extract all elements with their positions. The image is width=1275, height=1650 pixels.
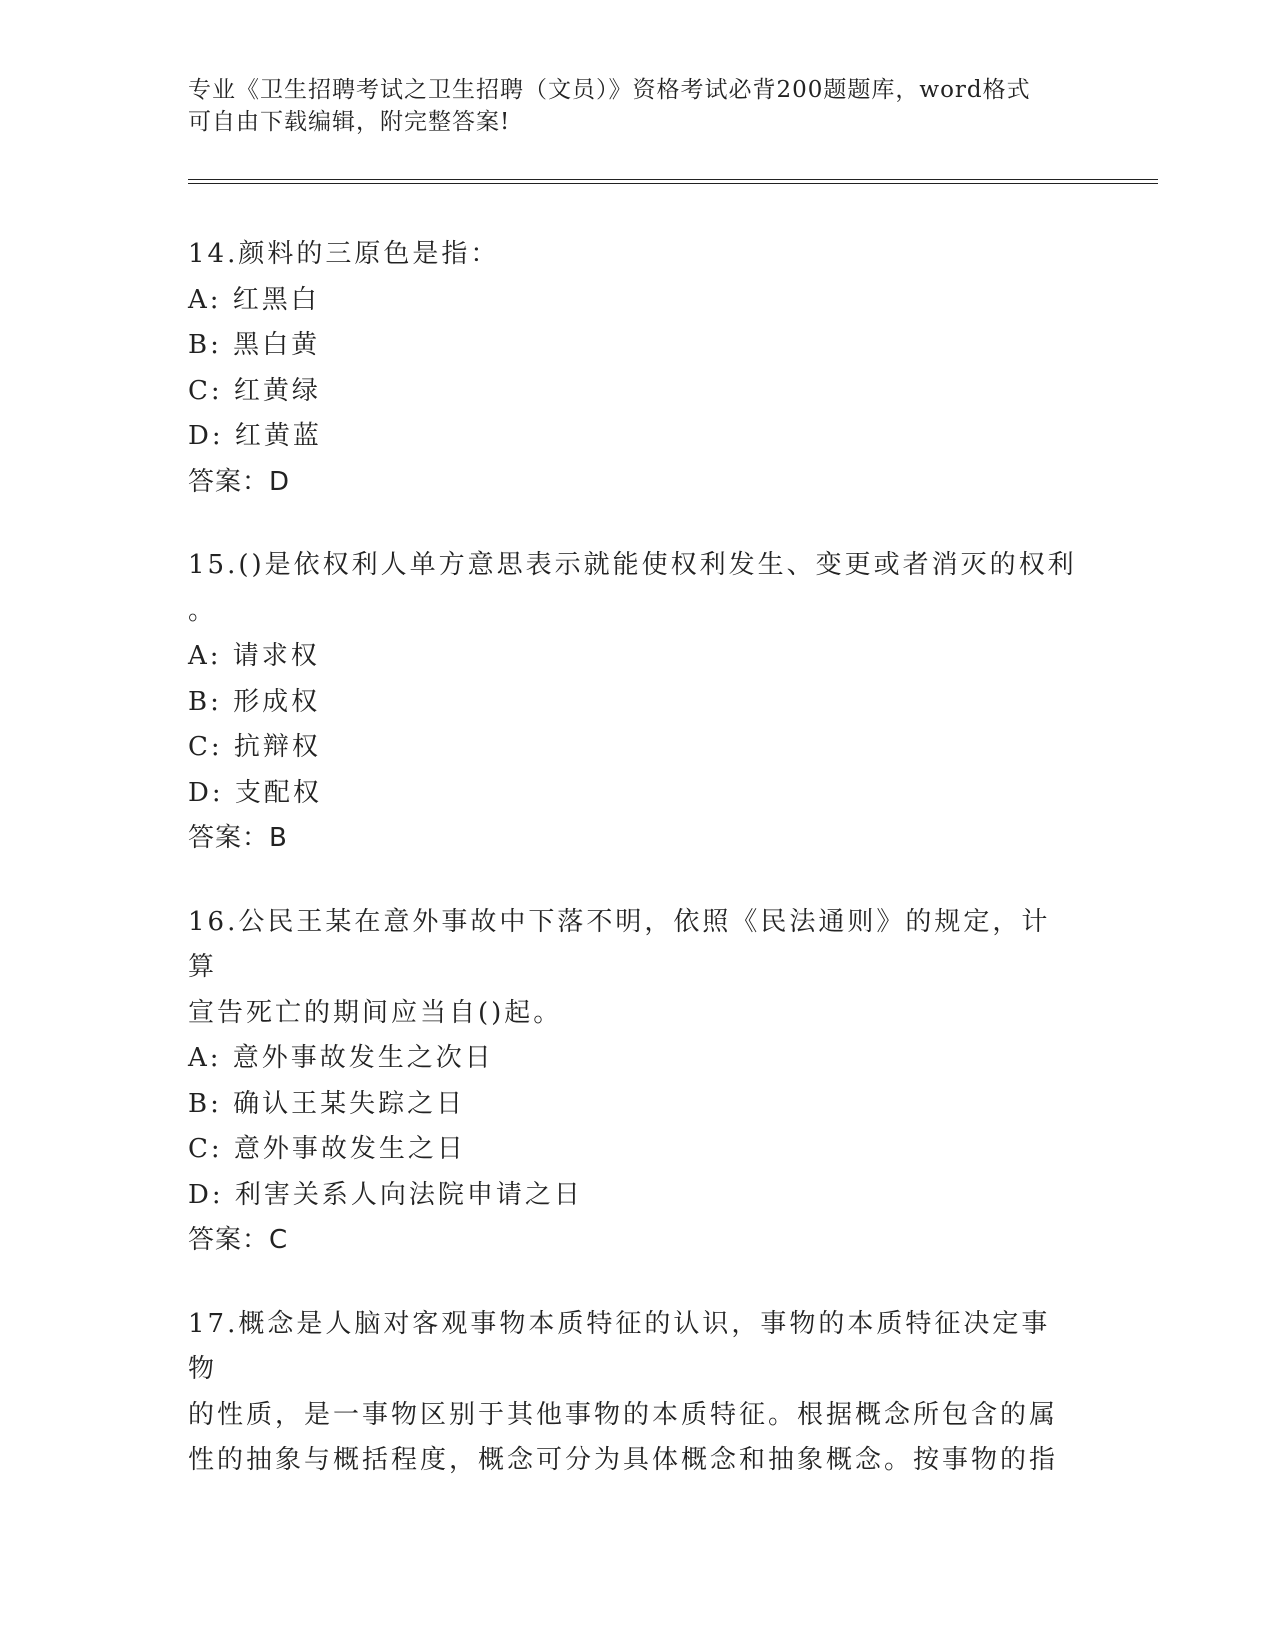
- option-a: A: 红黑白: [188, 284, 320, 315]
- question-stem-continued: 的性质，是一事物区别于其他事物的本质特征。根据概念所包含的属: [188, 1399, 1059, 1430]
- option-a: A: 意外事故发生之次日: [188, 1043, 494, 1073]
- option-b: B: 确认王某失踪之日: [188, 1088, 466, 1119]
- option-b: B: 黑白黄: [188, 330, 321, 360]
- question-16: [188, 900, 1078, 1264]
- answer: 答案：B: [188, 823, 288, 853]
- answer: 答案：C: [188, 1225, 289, 1255]
- question-stem-continued: 。: [188, 595, 218, 626]
- option-c: C: 抗辩权: [188, 732, 321, 762]
- header-divider-top: [188, 179, 1158, 180]
- header-line-1: 专业《卫生招聘考试之卫生招聘（文员）》资格考试必背200题题库，word格式: [188, 77, 1031, 103]
- question-list: [188, 232, 1078, 1522]
- question-stem: 16.公民王某在意外事故中下落不明，依照《民法通则》的规定，计算: [188, 906, 1051, 982]
- option-b: B: 形成权: [188, 686, 321, 717]
- answer: 答案：D: [188, 466, 291, 497]
- header-line-2: 可自由下载编辑，附完整答案!: [188, 109, 511, 135]
- question-stem-continued: 性的抽象与概括程度，概念可分为具体概念和抽象概念。按事物的指: [188, 1445, 1059, 1475]
- option-d: D: 利害关系人向法院申请之日: [188, 1179, 583, 1210]
- option-c: C: 意外事故发生之日: [188, 1134, 466, 1164]
- question-stem: 15.()是依权利人单方意思表示就能使权利发生、变更或者消灭的权利: [188, 550, 1077, 580]
- option-a: A: 请求权: [188, 641, 320, 671]
- question-14: [188, 232, 1078, 505]
- header-divider-bottom: [188, 183, 1158, 184]
- option-c: C: 红黄绿: [188, 375, 321, 406]
- question-stem-continued: 宣告死亡的期间应当自()起。: [188, 997, 563, 1028]
- question-stem: 14.颜料的三原色是指：: [188, 239, 500, 269]
- option-d: D: 红黄蓝: [188, 421, 322, 451]
- option-d: D: 支配权: [188, 777, 322, 808]
- question-stem: 17.概念是人脑对客观事物本质特征的认识，事物的本质特征决定事物: [188, 1308, 1051, 1384]
- question-17: [188, 1302, 1078, 1484]
- question-15: [188, 543, 1078, 862]
- document-header: [188, 74, 1068, 138]
